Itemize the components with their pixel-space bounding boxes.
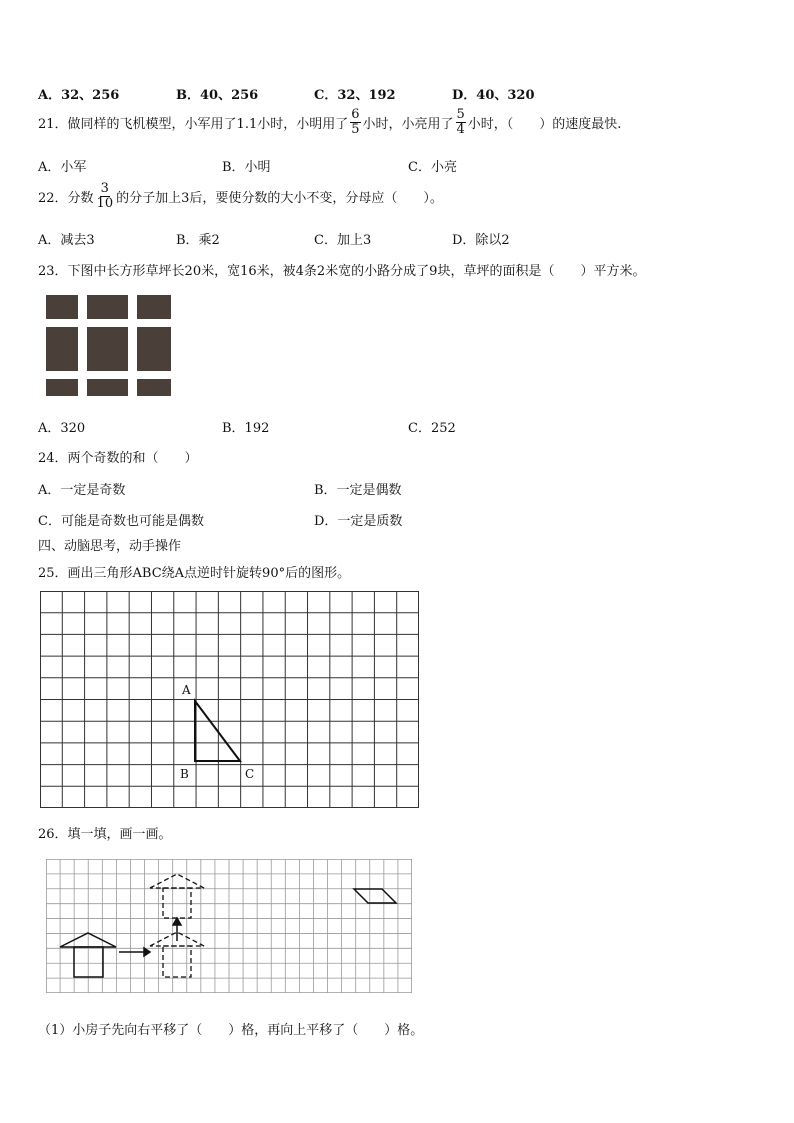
q23-path-horizontal-1 xyxy=(46,319,171,327)
q26-grid xyxy=(46,859,412,993)
q25-triangle-abc xyxy=(195,701,240,761)
q21-fraction-1 xyxy=(350,108,360,136)
q20-option-b: B．40、256 xyxy=(176,88,259,103)
q22-option-a: A．减去3 xyxy=(38,233,95,248)
q21-text-2: 小时，小亮用了 xyxy=(362,116,454,132)
q21-fraction-1-denominator: 5 xyxy=(351,121,360,137)
q22-option-b: B．乘2 xyxy=(176,233,220,248)
q23-question: 23．下图中长方形草坪长20米，宽16米，被4条2米宽的小路分成了9块，草坪的面积是（ ）平方米。 xyxy=(38,264,646,279)
section-4-title: 四、动脑思考，动手操作 xyxy=(38,539,182,554)
q21-fraction-1-numerator: 6 xyxy=(351,107,360,122)
q26-subquestion-1: （1）小房子先向右平移了（ ）格，再向上平移了（ ）格。 xyxy=(38,1023,424,1038)
q23-path-vertical-2 xyxy=(128,295,137,396)
arrow-right-icon xyxy=(119,948,150,956)
q22-question xyxy=(38,182,443,210)
q20-option-d: D．40、320 xyxy=(452,88,535,103)
q25-label-b: B xyxy=(180,767,189,781)
q22-fraction-numerator: 3 xyxy=(100,181,109,196)
q23-option-a: A．320 xyxy=(38,421,86,436)
arrow-up-icon xyxy=(173,918,181,941)
q23-lawn-figure xyxy=(46,295,171,396)
q25-label-c: C xyxy=(245,767,255,781)
q26-parallelogram xyxy=(354,889,396,903)
q21-fraction-2-denominator: 4 xyxy=(456,121,465,137)
q26-house-translated-up xyxy=(150,874,204,918)
q21-question xyxy=(38,108,621,136)
q21-fraction-2 xyxy=(456,108,466,136)
q25-grid xyxy=(40,591,419,808)
q24-option-c: C．可能是奇数也可能是偶数 xyxy=(38,514,204,529)
q22-option-c: C．加上3 xyxy=(314,233,372,248)
q25-label-a: A xyxy=(182,683,191,697)
q21-text-1: 21．做同样的飞机模型，小军用了1.1小时，小明用了 xyxy=(38,116,349,132)
q26-question: 26．填一填，画一画。 xyxy=(38,827,172,842)
q20-option-a: A．32、256 xyxy=(38,88,120,103)
q23-path-vertical-1 xyxy=(78,295,87,396)
q24-option-b: B．一定是偶数 xyxy=(314,483,402,498)
q22-text-1: 22．分数 xyxy=(38,190,94,206)
q23-option-b: B．192 xyxy=(222,421,270,436)
q22-fraction-denominator: 10 xyxy=(96,195,114,211)
q23-lawn-rect xyxy=(46,295,171,396)
q20-option-c: C．32、192 xyxy=(314,88,396,103)
q24-question: 24．两个奇数的和（ ） xyxy=(38,451,198,466)
q25-question: 25．画出三角形ABC绕A点逆时针旋转90°后的图形。 xyxy=(38,566,351,581)
q22-text-2: 的分子加上3后，要使分数的大小不变，分母应（ ）。 xyxy=(116,190,443,206)
q24-option-d: D．一定是质数 xyxy=(314,514,403,529)
q24-option-a: A．一定是奇数 xyxy=(38,483,126,498)
q21-option-c: C．小亮 xyxy=(408,160,457,175)
q21-option-a: A．小军 xyxy=(38,160,87,175)
q21-text-3: 小时，（ ）的速度最快. xyxy=(467,116,622,132)
q21-option-b: B．小明 xyxy=(222,160,271,175)
q23-option-c: C．252 xyxy=(408,421,456,436)
q21-fraction-2-numerator: 5 xyxy=(456,107,465,122)
q22-option-d: D．除以2 xyxy=(452,233,510,248)
q23-path-horizontal-2 xyxy=(46,371,171,379)
q22-fraction xyxy=(96,182,115,210)
